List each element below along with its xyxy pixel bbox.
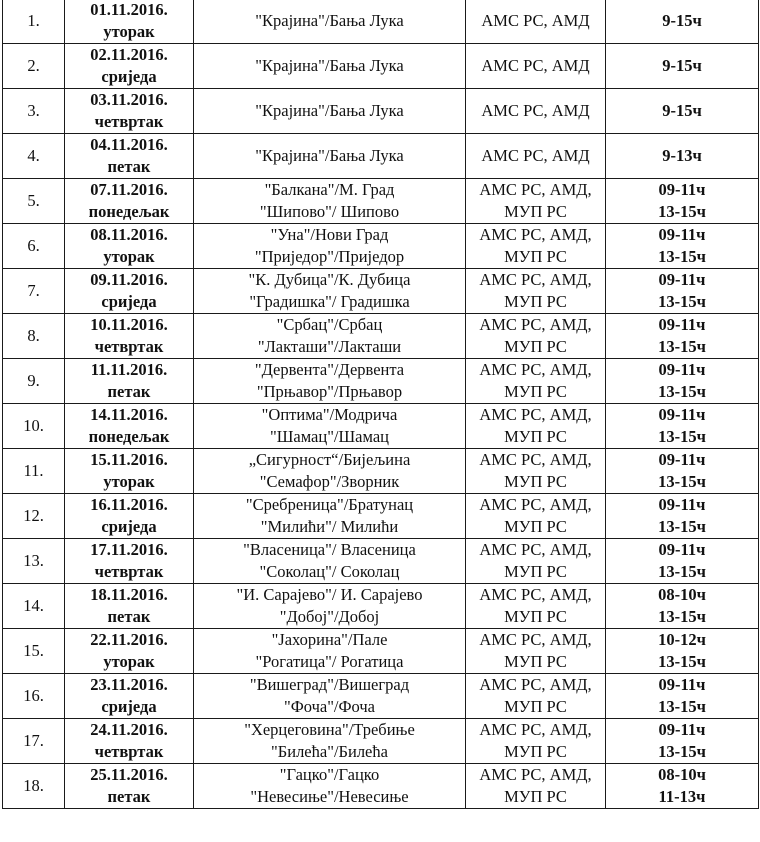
location-cell [194,89,466,134]
hours-line: 09-11ч [658,405,706,424]
organizer-cell [466,44,606,89]
organizer-line: МУП РС [504,247,567,266]
organizer-cell [466,764,606,809]
organizer-cell [466,314,606,359]
organizer-line: АМС РС, АМД, [479,270,592,289]
hours-line: 13-15ч [658,742,706,761]
location-cell [194,629,466,674]
row-number: 11. [3,449,65,494]
hours-line: 09-11ч [658,315,706,334]
hours-line: 09-11ч [658,675,706,694]
location-cell [194,0,466,44]
hours-cell [606,719,759,764]
location-line: "К. Дубица"/К. Дубица [248,270,411,289]
date-cell [65,269,194,314]
weekday: четвртак [94,112,164,131]
row-number: 14. [3,584,65,629]
date-value: 14.11.2016. [90,405,168,424]
location-line: "Фоча"/Фоча [283,697,376,716]
date-value: 15.11.2016. [90,450,168,469]
hours-line: 09-11ч [658,720,706,739]
date-value: 18.11.2016. [90,585,168,604]
hours-cell [606,359,759,404]
location-line: "Добој"/Добој [279,607,380,626]
organizer-cell [466,674,606,719]
row-number: 17. [3,719,65,764]
row-number: 9. [3,359,65,404]
date-cell [65,494,194,539]
date-value: 11.11.2016. [90,360,168,379]
location-line: "Оптима"/Модрича [261,405,398,424]
organizer-line: АМС РС, АМД [481,146,590,165]
location-line: "Крајина"/Бања Лука [255,101,404,120]
date-value: 09.11.2016. [90,270,168,289]
weekday: петак [107,607,151,626]
organizer-line: МУП РС [504,787,567,806]
hours-line: 13-15ч [658,247,706,266]
organizer-line: АМС РС, АМД [481,101,590,120]
location-line: "Билећа"/Билећа [271,742,388,761]
location-line: "Шамац"/Шамац [270,427,389,446]
date-value: 02.11.2016. [90,45,168,64]
date-cell [65,764,194,809]
hours-cell [606,404,759,449]
hours-cell [606,269,759,314]
organizer-cell [466,359,606,404]
date-cell [65,0,194,44]
organizer-line: АМС РС, АМД, [479,360,592,379]
hours-line: 08-10ч [658,765,706,784]
hours-cell [606,89,759,134]
location-cell [194,674,466,719]
organizer-cell [466,539,606,584]
organizer-line: МУП РС [504,607,567,626]
row-number: 3. [3,89,65,134]
hours-cell [606,674,759,719]
table-row [3,314,759,359]
location-line: "Приједор"/Приједор [254,247,405,266]
hours-line: 09-11ч [658,495,706,514]
weekday: четвртак [94,337,164,356]
hours-line: 10-12ч [658,630,706,649]
location-line: "Вишеград"/Вишеград [249,675,410,694]
organizer-line: МУП РС [504,742,567,761]
hours-cell [606,179,759,224]
row-number: 4. [3,134,65,179]
location-line: "Крајина"/Бања Лука [255,146,404,165]
organizer-cell [466,629,606,674]
organizer-cell [466,494,606,539]
weekday: петак [107,157,151,176]
organizer-line: АМС РС, АМД, [479,225,592,244]
table-row [3,404,759,449]
organizer-line: МУП РС [504,472,567,491]
location-cell [194,269,466,314]
date-value: 22.11.2016. [90,630,168,649]
date-value: 01.11.2016. [90,0,168,19]
organizer-cell [466,134,606,179]
hours-line: 13-15ч [658,382,706,401]
organizer-line: АМС РС, АМД, [479,675,592,694]
hours-line: 13-15ч [658,292,706,311]
hours-line: 13-15ч [658,697,706,716]
hours-line: 08-10ч [658,585,706,604]
date-value: 03.11.2016. [90,90,168,109]
location-cell [194,494,466,539]
organizer-cell [466,179,606,224]
hours-cell [606,224,759,269]
table-row [3,224,759,269]
hours-line: 13-15ч [658,607,706,626]
weekday: уторак [103,247,155,266]
organizer-cell [466,719,606,764]
location-cell [194,179,466,224]
weekday: петак [107,382,151,401]
row-number: 6. [3,224,65,269]
organizer-line: АМС РС, АМД, [479,720,592,739]
location-line: "Власеница"/ Власеница [243,540,416,559]
location-cell [194,584,466,629]
hours-line: 13-15ч [658,517,706,536]
organizer-line: МУП РС [504,697,567,716]
organizer-line: АМС РС, АМД, [479,630,592,649]
table-row [3,0,759,44]
organizer-line: АМС РС, АМД, [479,495,592,514]
table-row [3,179,759,224]
date-value: 10.11.2016. [90,315,168,334]
weekday: четвртак [94,562,164,581]
weekday: сриједа [101,697,157,716]
organizer-line: МУП РС [504,202,567,221]
location-line: "Невесиње"/Невесиње [250,787,409,806]
hours-line: 9-15ч [662,11,702,30]
hours-cell [606,0,759,44]
weekday: сриједа [101,517,157,536]
date-value: 25.11.2016. [90,765,168,784]
weekday: сриједа [101,292,157,311]
location-cell [194,359,466,404]
hours-cell [606,764,759,809]
hours-line: 09-11ч [658,225,706,244]
date-cell [65,539,194,584]
organizer-cell [466,224,606,269]
location-cell [194,719,466,764]
hours-line: 13-15ч [658,202,706,221]
organizer-cell [466,584,606,629]
location-line: "Јахорина"/Пале [271,630,388,649]
weekday: четвртак [94,742,164,761]
organizer-line: АМС РС, АМД, [479,405,592,424]
table-row [3,764,759,809]
location-line: "Србац"/Србац [276,315,383,334]
location-cell [194,134,466,179]
row-number: 18. [3,764,65,809]
row-number: 8. [3,314,65,359]
hours-line: 13-15ч [658,652,706,671]
date-value: 16.11.2016. [90,495,168,514]
weekday: уторак [103,472,155,491]
schedule-table-body [3,0,759,809]
hours-cell [606,494,759,539]
date-cell [65,629,194,674]
location-line: "Шипово"/ Шипово [259,202,400,221]
organizer-cell [466,449,606,494]
location-cell [194,539,466,584]
hours-line: 9-15ч [662,101,702,120]
location-cell [194,764,466,809]
table-row [3,134,759,179]
table-row [3,629,759,674]
date-cell [65,89,194,134]
date-value: 23.11.2016. [90,675,168,694]
organizer-line: МУП РС [504,337,567,356]
location-line: "Соколац"/ Соколац [259,562,400,581]
date-cell [65,449,194,494]
organizer-line: МУП РС [504,427,567,446]
hours-line: 09-11ч [658,360,706,379]
organizer-line: АМС РС, АМД, [479,450,592,469]
organizer-line: МУП РС [504,382,567,401]
hours-line: 09-11ч [658,270,706,289]
weekday: уторак [103,652,155,671]
location-line: "Херцеговина"/Требиње [244,720,415,739]
hours-cell [606,134,759,179]
table-row [3,494,759,539]
row-number: 7. [3,269,65,314]
date-cell [65,674,194,719]
hours-cell [606,629,759,674]
date-cell [65,134,194,179]
weekday: уторак [103,22,155,41]
weekday: понедељак [88,427,170,446]
organizer-line: МУП РС [504,652,567,671]
organizer-cell [466,0,606,44]
table-row [3,584,759,629]
date-cell [65,179,194,224]
hours-cell [606,584,759,629]
date-cell [65,44,194,89]
organizer-cell [466,269,606,314]
table-row [3,539,759,584]
table-row [3,359,759,404]
row-number: 13. [3,539,65,584]
row-number: 12. [3,494,65,539]
hours-line: 09-11ч [658,450,706,469]
date-cell [65,314,194,359]
organizer-line: АМС РС, АМД, [479,180,592,199]
organizer-line: АМС РС, АМД [481,11,590,30]
organizer-line: АМС РС, АМД [481,56,590,75]
organizer-cell [466,89,606,134]
date-cell [65,719,194,764]
date-value: 07.11.2016. [90,180,168,199]
date-value: 24.11.2016. [90,720,168,739]
organizer-line: МУП РС [504,517,567,536]
date-cell [65,404,194,449]
hours-line: 09-11ч [658,540,706,559]
hours-line: 13-15ч [658,427,706,446]
location-line: "И. Сарајево"/ И. Сарајево [236,585,423,604]
location-line: "Уна"/Нови Град [270,225,389,244]
organizer-line: АМС РС, АМД, [479,540,592,559]
weekday: понедељак [88,202,170,221]
row-number: 5. [3,179,65,224]
hours-cell [606,449,759,494]
table-row [3,89,759,134]
location-line: „Сигурност“/Бијељина [248,450,411,469]
location-line: "Дервента"/Дервента [254,360,405,379]
organizer-line: АМС РС, АМД, [479,765,592,784]
hours-line: 9-13ч [662,146,702,165]
table-row [3,674,759,719]
location-line: "Крајина"/Бања Лука [255,11,404,30]
row-number: 10. [3,404,65,449]
location-line: "Семафор"/Зворник [259,472,400,491]
organizer-cell [466,404,606,449]
date-value: 17.11.2016. [90,540,168,559]
hours-line: 13-15ч [658,472,706,491]
table-row [3,719,759,764]
row-number: 1. [3,0,65,44]
location-line: "Рогатица"/ Рогатица [255,652,404,671]
hours-cell [606,44,759,89]
hours-cell [606,314,759,359]
weekday: сриједа [101,67,157,86]
table-row [3,449,759,494]
location-cell [194,449,466,494]
location-line: "Прњавор"/Прњавор [256,382,403,401]
date-cell [65,359,194,404]
hours-line: 13-15ч [658,562,706,581]
organizer-line: МУП РС [504,562,567,581]
hours-line: 11-13ч [658,787,706,806]
location-cell [194,224,466,269]
table-row [3,44,759,89]
location-cell [194,314,466,359]
organizer-line: МУП РС [504,292,567,311]
location-line: "Сребреница"/Братунац [245,495,414,514]
organizer-line: АМС РС, АМД, [479,585,592,604]
table-row [3,269,759,314]
row-number: 2. [3,44,65,89]
location-cell [194,404,466,449]
date-cell [65,224,194,269]
location-line: "Крајина"/Бања Лука [255,56,404,75]
hours-line: 9-15ч [662,56,702,75]
row-number: 16. [3,674,65,719]
date-value: 08.11.2016. [90,225,168,244]
hours-line: 09-11ч [658,180,706,199]
location-line: "Гацко"/Гацко [279,765,380,784]
schedule-table [2,0,759,809]
location-line: "Лакташи"/Лакташи [257,337,402,356]
weekday: петак [107,787,151,806]
location-line: "Градишка"/ Градишка [249,292,410,311]
location-line: "Балкана"/М. Град [264,180,395,199]
location-cell [194,44,466,89]
hours-cell [606,539,759,584]
date-value: 04.11.2016. [90,135,168,154]
date-cell [65,584,194,629]
location-line: "Милићи"/ Милићи [260,517,399,536]
hours-line: 13-15ч [658,337,706,356]
organizer-line: АМС РС, АМД, [479,315,592,334]
row-number: 15. [3,629,65,674]
